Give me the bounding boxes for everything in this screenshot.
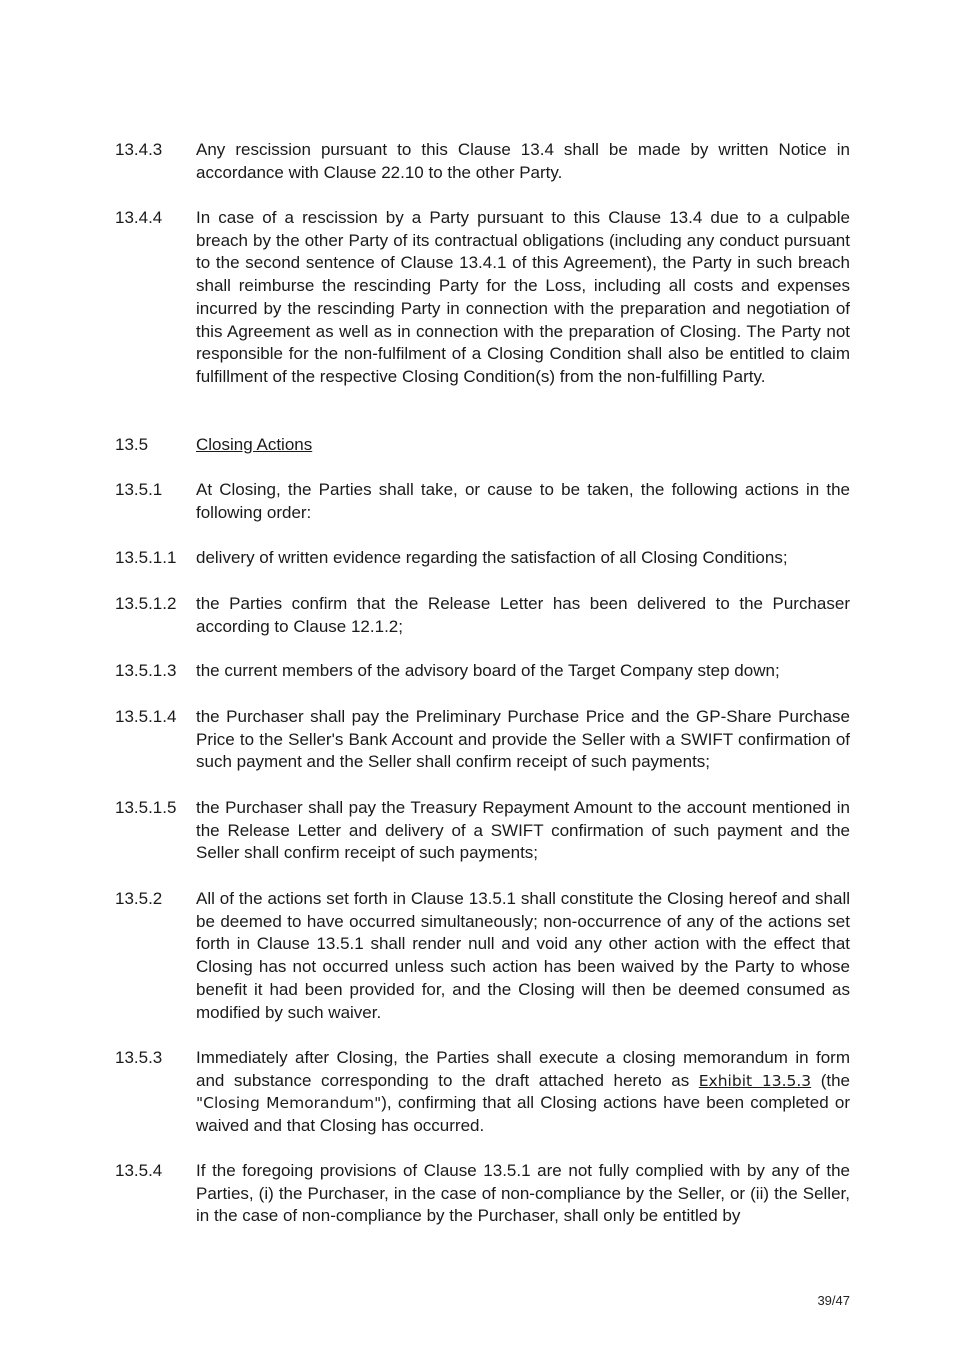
clause-text-part: ), confirming that all Closing actions have been completed or waived and that Closing has occurred.: [196, 1093, 850, 1136]
clause-13-4-4: [115, 207, 850, 389]
clause-number: 13.5.3: [115, 1048, 163, 1067]
clause-number: 13.5.1.4: [115, 707, 177, 726]
clause-text-part: (the: [811, 1070, 850, 1090]
clause-number: 13.5.1.1: [115, 548, 177, 567]
clause-text: the Purchaser shall pay the Treasury Repayment Amount to the account mentioned in the Release Letter and delivery of a SWIFT confirmation of such payment and the Seller shall confirm receipt of such payments;: [196, 798, 850, 863]
clause-13-4-3: [115, 139, 850, 184]
clause-number: 13.5.1.3: [115, 661, 177, 680]
clause-text: the current members of the advisory board of the Target Company step down;: [196, 661, 780, 680]
clause-13-5-1-4: [115, 706, 850, 774]
clause-text: If the foregoing provisions of Clause 13.5.1 are not fully complied with by any of the Parties, (i) the Purchaser, in the case of non-compliance by the Seller, or (ii) the Seller, in the case of non-compliance by the Purchaser, shall only be entitled by: [196, 1161, 850, 1226]
clause-number: 13.4.3: [115, 140, 163, 159]
clause-13-5-2: [115, 888, 850, 1024]
clause-number: 13.5.2: [115, 889, 163, 908]
clause-text: [196, 1047, 850, 1138]
clause-13-5-1: [115, 479, 850, 524]
clause-text: the Purchaser shall pay the Preliminary Purchase Price and the GP-Share Purchase Price to the Seller's Bank Account and provide the Seller with a SWIFT confirmation of such payment and the Seller shall confirm receipt of such payments;: [196, 707, 850, 772]
clause-13-5-1-5: [115, 797, 850, 865]
clause-number: 13.5.4: [115, 1161, 163, 1180]
section-number: 13.5: [115, 435, 149, 454]
section-13-5-heading: [115, 434, 850, 457]
clause-13-5-1-3: [115, 660, 850, 683]
clause-13-5-3: [115, 1047, 850, 1138]
clause-number: 13.5.1.5: [115, 798, 177, 817]
clause-number: 13.5.1: [115, 480, 163, 499]
clause-number: 13.4.4: [115, 208, 163, 227]
clause-text: Any rescission pursuant to this Clause 13.4 shall be made by written Notice in accordance with Clause 22.10 to the other Party.: [196, 140, 850, 182]
defined-term: "Closing Memorandum": [196, 1094, 382, 1113]
page-number: 39/47: [817, 1293, 850, 1308]
clause-13-5-4: [115, 1160, 850, 1228]
clause-13-5-1-2: [115, 593, 850, 638]
clause-text: In case of a rescission by a Party pursuant to this Clause 13.4 due to a culpable breach by the other Party of its contractual obligations (including any conduct pursuant to the second sentence of Clause 13.4.1 of this Agreement), the Party in such breach shall reimburse the rescinding Party for the Loss, including all costs and expenses incurred by the rescinding Party in connection with the preparation and negotiation of this Agreement as well as in connection with the preparation of Closing. The Party not responsible for the non-fulfilment of a Closing Condition shall also be entitled to claim fulfillment of the respective Closing Condition(s) from the non-fulfilling Party.: [196, 208, 850, 386]
clause-text: At Closing, the Parties shall take, or cause to be taken, the following actions in the following order:: [196, 480, 850, 522]
clause-13-5-1-1: [115, 547, 850, 570]
clause-text: the Parties confirm that the Release Letter has been delivered to the Purchaser according to Clause 12.1.2;: [196, 594, 850, 636]
clause-number: 13.5.1.2: [115, 594, 177, 613]
section-title: Closing Actions: [196, 435, 313, 454]
exhibit-reference-link[interactable]: Exhibit 13.5.3: [698, 1071, 812, 1090]
clause-text: delivery of written evidence regarding the satisfaction of all Closing Conditions;: [196, 548, 788, 567]
clause-text: All of the actions set forth in Clause 13.5.1 shall constitute the Closing hereof and shall be deemed to have occurred simultaneously; non-occurrence of any of the actions set forth in Clause 13.5.1 shall render null and void any other action with the effect that Closing has not occurred unless such action has been waived by the Party to whose benefit it had been provided for, and the Closing will then be deemed consumed as modified by such waiver.: [196, 889, 850, 1022]
clause-text-part: Immediately after Closing, the Parties shall execute a closing memorandum in form and substance corresponding to the draft attached hereto as: [196, 1048, 850, 1090]
